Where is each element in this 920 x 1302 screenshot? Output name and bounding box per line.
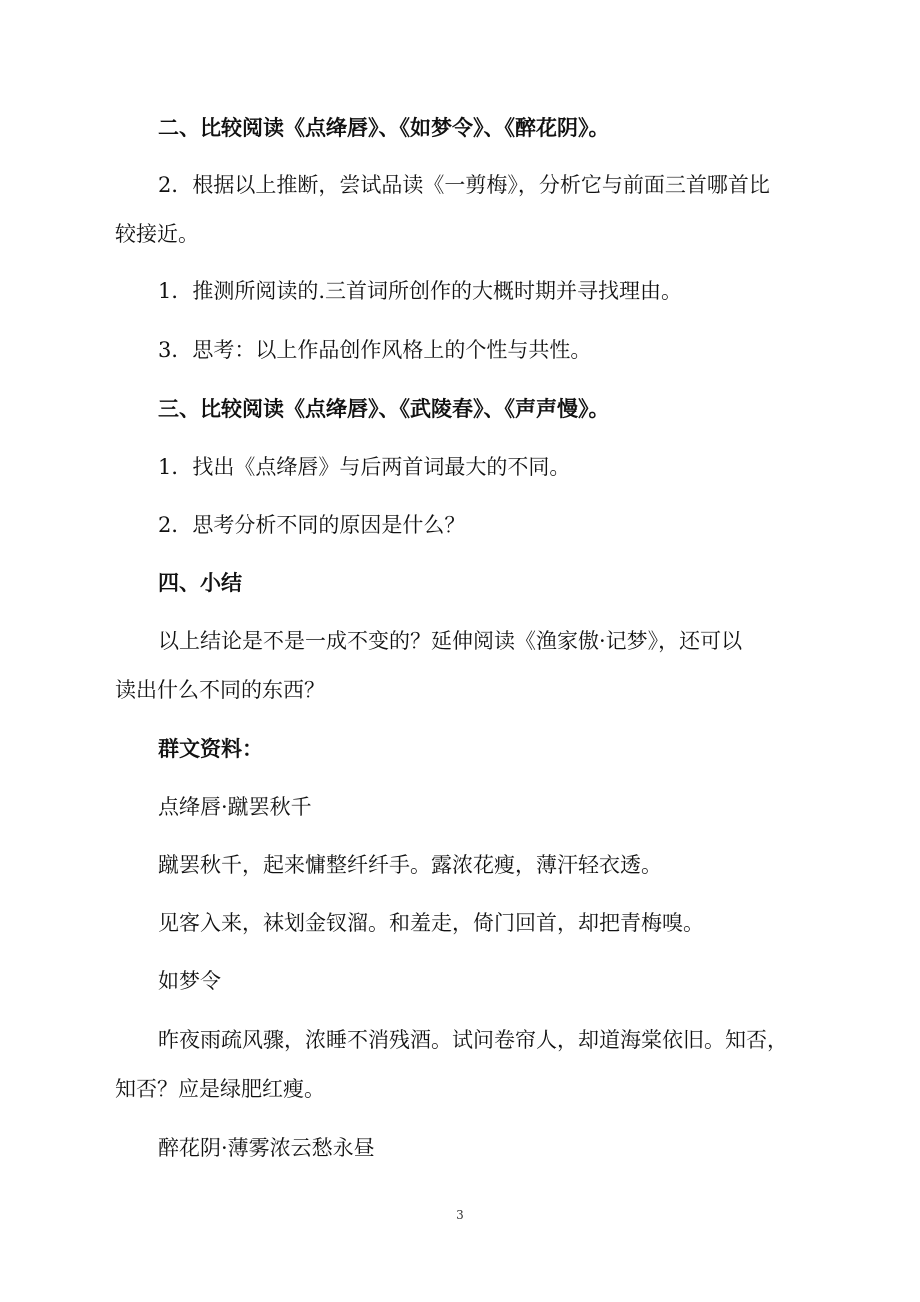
paragraph-line: 2．根据以上推断，尝试品读《一剪梅》，分析它与前面三首哪首比 <box>158 173 770 197</box>
poem-title: 点绛唇·蹴罢秋千 <box>158 795 312 819</box>
paragraph-line: 1．找出《点绛唇》与后两首词最大的不同。 <box>158 455 571 479</box>
paragraph-line: 2．思考分析不同的原因是什么？ <box>158 513 466 537</box>
paragraph-line: 较接近。 <box>115 222 199 246</box>
section-heading-2: 二、比较阅读《点绛唇》、《如梦令》、《醉花阴》。 <box>158 115 610 140</box>
paragraph-line: 读出什么不同的东西？ <box>115 678 325 702</box>
paragraph-line: 3．思考：以上作品创作风格上的个性与共性。 <box>158 338 592 362</box>
paragraph-line: 以上结论是不是一成不变的？延伸阅读《渔家傲·记梦》，还可以 <box>158 629 743 653</box>
materials-heading: 群文资料： <box>158 736 263 761</box>
poem-line: 蹴罢秋千，起来慵整纤纤手。露浓花瘦，薄汗轻衣透。 <box>158 853 662 877</box>
poem-line: 知否？应是绿肥红瘦。 <box>115 1077 325 1101</box>
section-heading-4: 四、小结 <box>158 570 242 595</box>
poem-title: 醉花阴·薄雾浓云愁永昼 <box>158 1136 375 1160</box>
poem-title: 如梦令 <box>158 969 221 993</box>
section-heading-3: 三、比较阅读《点绛唇》、《武陵春》、《声声慢》。 <box>158 396 610 421</box>
poem-line: 昨夜雨疏风骤，浓睡不消残酒。试问卷帘人，却道海棠依旧。知否， <box>158 1028 788 1052</box>
poem-line: 见客入来，袜划金钗溜。和羞走，倚门回首，却把青梅嗅。 <box>158 911 704 935</box>
paragraph-line: 1．推测所阅读的.三首词所创作的大概时期并寻找理由。 <box>158 279 683 303</box>
page-number: 3 <box>456 1208 464 1222</box>
